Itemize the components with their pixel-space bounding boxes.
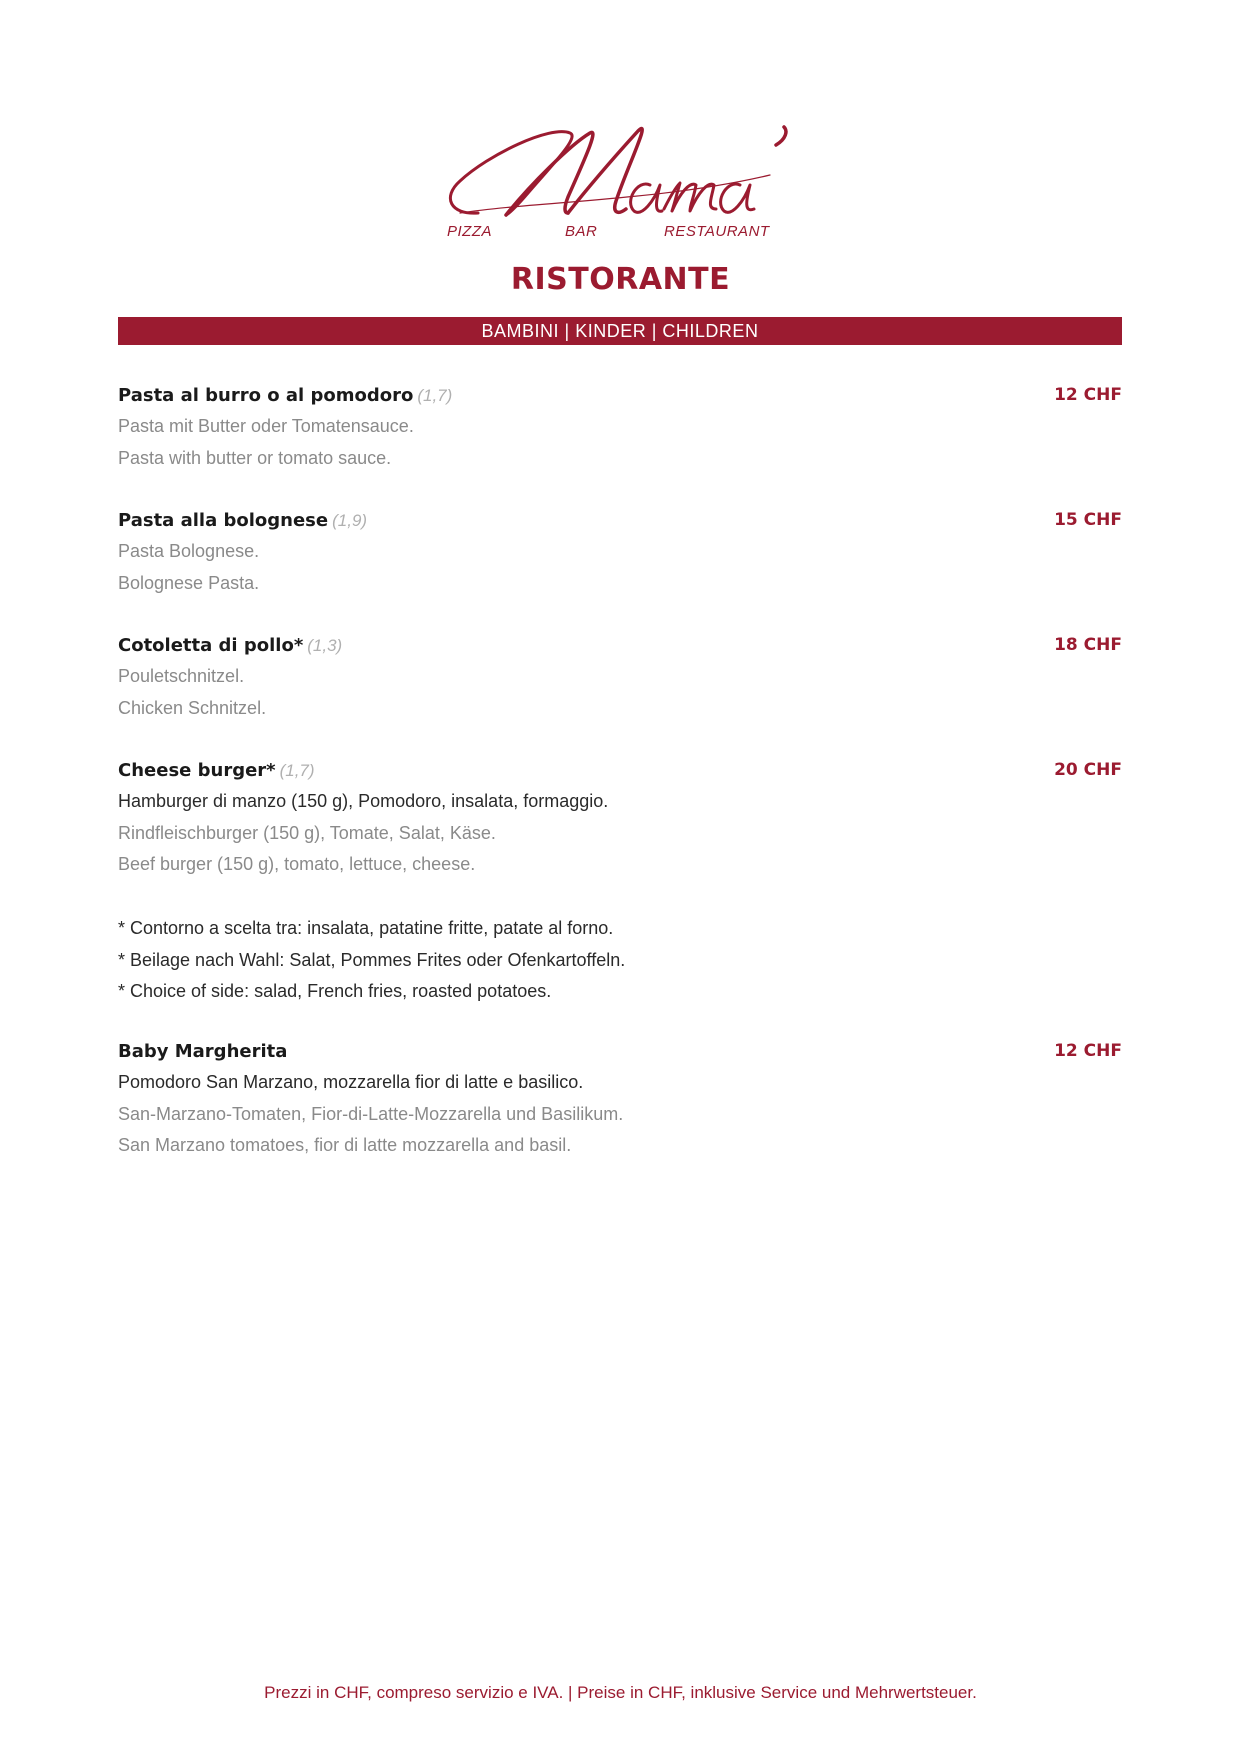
item-allergens: (1,7)	[417, 386, 453, 405]
item-allergens: (1,3)	[307, 636, 343, 655]
price-footer-note: Prezzi in CHF, compreso servizio e IVA. | Preise in CHF, inklusive Service und Mehrwertsteuer.	[264, 1683, 977, 1702]
restaurant-logo	[440, 105, 800, 245]
item-description-it: Pomodoro San Marzano, mozzarella fior di latte e basilico.	[118, 1072, 584, 1092]
menu-item	[118, 505, 1122, 599]
menu-item	[118, 755, 1122, 881]
item-description-de: San-Marzano-Tomaten, Fior-di-Latte-Mozzarella und Basilikum.	[118, 1103, 624, 1124]
item-description-en: San Marzano tomatoes, fior di latte mozzarella and basil.	[118, 1135, 572, 1155]
item-allergens: (1,7)	[279, 761, 315, 780]
item-price: 15 CHF	[1054, 510, 1122, 530]
item-price: 18 CHF	[1054, 635, 1122, 655]
menu-item	[118, 1036, 1122, 1162]
item-description-en: Bolognese Pasta.	[118, 572, 260, 593]
item-description-de: Pouletschnitzel.	[118, 666, 245, 686]
item-price: 12 CHF	[1054, 1041, 1122, 1061]
item-description-it: Hamburger di manzo (150 g), Pomodoro, insalata, formaggio.	[118, 791, 609, 811]
side-note-it: * Contorno a scelta tra: insalata, patatine fritte, patate al forno.	[118, 918, 614, 938]
logo-sub-pizza: PIZZA	[447, 223, 493, 240]
item-name: Pasta alla bolognese	[118, 510, 329, 531]
item-description-en: Beef burger (150 g), tomato, lettuce, cheese.	[118, 854, 476, 874]
item-description-de: Pasta mit Butter oder Tomatensauce.	[118, 416, 414, 436]
item-description-de: Pasta Bolognese.	[118, 541, 260, 561]
side-note-en: * Choice of side: salad, French fries, roasted potatoes.	[118, 981, 552, 1001]
item-description-en: Pasta with butter or tomato sauce.	[118, 447, 392, 468]
item-name: Cotoletta di pollo*	[118, 635, 304, 656]
logo-sub-bar: BAR	[565, 223, 598, 240]
page-title: RISTORANTE	[510, 262, 731, 297]
item-price: 20 CHF	[1054, 760, 1122, 780]
logo-sub-restaurant: RESTAURANT	[664, 223, 770, 240]
side-note-de: * Beilage nach Wahl: Salat, Pommes Frites oder Ofenkartoffeln.	[118, 949, 626, 970]
item-description-de: Rindfleischburger (150 g), Tomate, Salat, Käse.	[118, 822, 496, 843]
section-banner: BAMBINI | KINDER | CHILDREN	[118, 317, 1122, 345]
menu-item	[118, 630, 1122, 724]
logo-script-graphic	[440, 105, 800, 225]
item-allergens: (1,9)	[332, 511, 368, 530]
item-price: 12 CHF	[1054, 385, 1122, 405]
menu-item	[118, 380, 1122, 474]
item-name: Pasta al burro o al pomodoro	[118, 385, 414, 406]
item-description-en: Chicken Schnitzel.	[118, 697, 267, 718]
side-dish-note	[118, 913, 1122, 1008]
item-name: Baby Margherita	[118, 1041, 288, 1062]
item-name: Cheese burger*	[118, 760, 276, 781]
